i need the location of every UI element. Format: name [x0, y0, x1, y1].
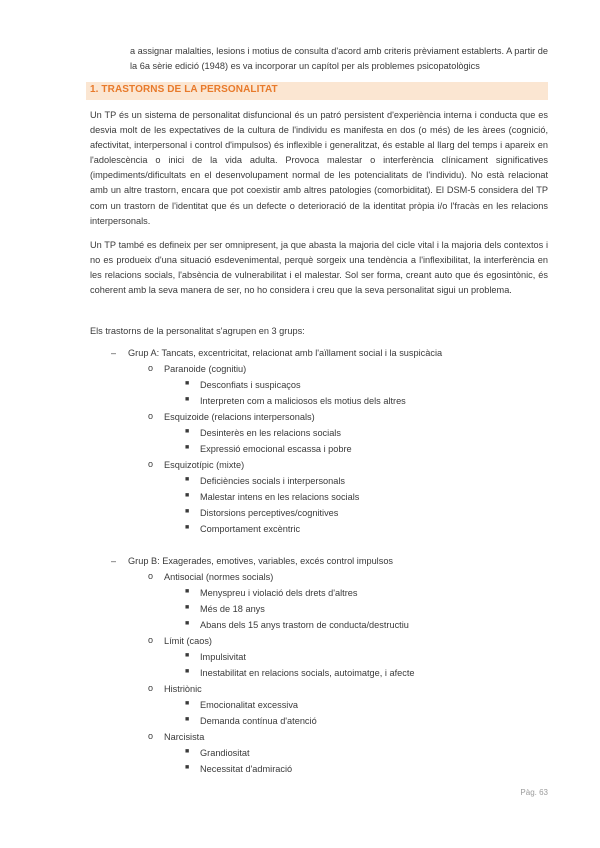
subtype-narcisista: o Narcisista	[148, 731, 205, 742]
section-heading-bar	[86, 82, 548, 100]
list-item: ■ Grandiositat	[185, 748, 250, 758]
list-item: ■ Més de 18 anys	[185, 604, 265, 614]
list-item: ■ Necessitat d'admiració	[185, 764, 293, 774]
group-a-title: – Grup A: Tancats, excentricitat, relacionat amb l'aïllament social i la suspicàcia	[111, 348, 443, 358]
list-item: ■ Emocionalitat excessiva	[185, 700, 299, 710]
characteristics-paragraph: Un TP també es defineix per ser omnipresent, ja que abasta la majoria del cicle vital i la majoria dels contextos i no es produeix d'una situació esdevenimental, perquè sorgeix una tendència a l'inflexibilitat, la interferència en les relacions socials, l'absència de vulnerabilitat i el malestar. Sol ser forma, creant auto que és egosintònic, és coherent amb la seva manera de ser, no ho considera i creu que la seva personalitat sigui un problema.	[90, 240, 548, 296]
subtype-esquizoide: o Esquizoide (relacions interpersonals)	[148, 411, 315, 422]
page-number: Pàg. 63	[520, 788, 548, 797]
subtype-histrionic: o Histriònic	[148, 683, 202, 694]
group-b-title: – Grup B: Exagerades, emotives, variables, excés control impulsos	[111, 556, 394, 566]
list-item: ■ Inestabilitat en relacions socials, autoimatge, i afecte	[185, 668, 415, 678]
list-item: ■ Deficiències socials i interpersonals	[185, 476, 346, 486]
list-item: ■ Comportament excèntric	[185, 524, 301, 534]
list-item: ■ Abans dels 15 anys trastorn de conducta/destructiu	[185, 620, 409, 630]
groups-intro-paragraph: Els trastorns de la personalitat s'agrupen en 3 grups:	[90, 326, 305, 336]
definition-paragraph: Un TP és un sistema de personalitat disfuncional és un patró persistent d'experiència interna i conducta que es desvia molt de les expectatives de la cultura de l'individu es manifesta en dos (o més) de les àrees (cognició, afectivitat, interpersonal i control d'impulsos) és inflexible i generalitzat, és estable al llarg del temps i apareix en l'adolescència o inici de la vida adulta. Provoca malestar o interferència clínicament significatives (impediments/dificultats en el desenvolupament normal de les potencialitats de l'individu). No està relacionat amb un altre trastorn, encara que pot coexistir amb altres patologies (comorbiditat). El DSM-5 considera del TP com un trastorn de l'identitat que és un defecte o deterioració de la identitat pròpia i/o l'fracàs en les relacions interpersonals.	[90, 110, 548, 226]
subtype-antisocial: o Antisocial (normes socials)	[148, 571, 274, 582]
list-item: ■ Impulsivitat	[185, 652, 246, 662]
section-heading: 1. TRASTORNS DE LA PERSONALITAT	[90, 84, 278, 95]
list-item: ■ Malestar intens en les relacions socials	[185, 492, 360, 502]
list-item: ■ Desinterès en les relacions socials	[185, 428, 341, 438]
list-item: ■ Menyspreu i violació dels drets d'altres	[185, 588, 358, 598]
subtype-esquizotipic: o Esquizotípic (mixte)	[148, 459, 245, 470]
list-item: ■ Demanda contínua d'atenció	[185, 716, 317, 726]
list-item: ■ Interpreten com a maliciosos els motius dels altres	[185, 396, 406, 406]
intro-paragraph: a assignar malalties, lesions i motius de consulta d'acord amb criteris prèviament establerts. A partir de la 6a sèrie edició (1948) es va incorporar un capítol per als problemes psicopatològics	[130, 46, 548, 71]
list-item: ■ Distorsions perceptives/cognitives	[185, 508, 339, 518]
list-item: ■ Desconfiats i suspicaços	[185, 380, 301, 390]
list-item: ■ Expressió emocional escassa i pobre	[185, 444, 352, 454]
subtype-limit: o Límit (caos)	[148, 635, 212, 646]
subtype-paranoide: o Paranoide (cognitiu)	[148, 363, 247, 374]
